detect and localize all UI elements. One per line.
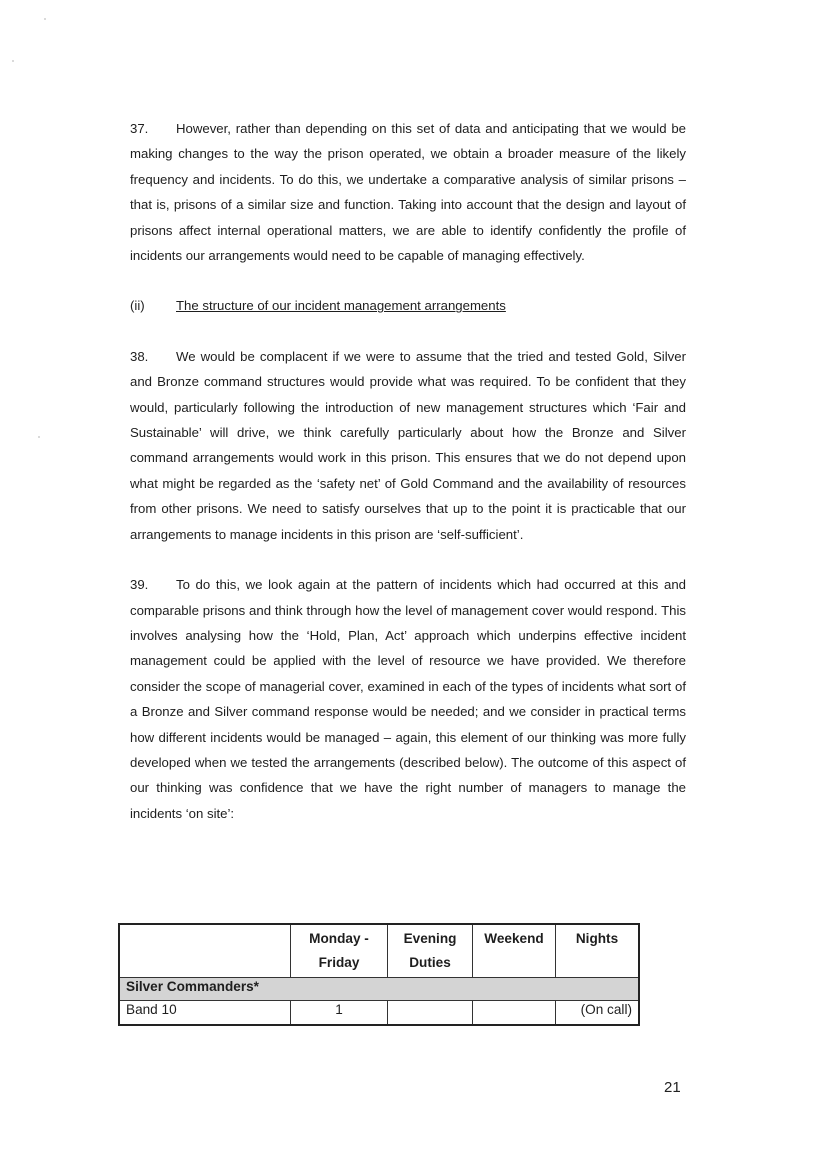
section-title: The structure of our incident management arrangements: [176, 298, 506, 314]
table-cell: [388, 1001, 473, 1026]
table-cell: Band 10: [119, 1001, 291, 1026]
table-header-evening-duties: Evening Duties: [388, 924, 473, 978]
management-cover-table: [118, 923, 640, 1026]
table-header-nights: Nights: [556, 924, 640, 978]
table-cell: (On call): [556, 1001, 640, 1026]
paragraph-text: To do this, we look again at the pattern of incidents which had occurred at this and comparable prisons and think through how the level of management cover would respond. This involves analysing how the ‘Hold, Plan, Act’ approach which underpins effective incident management could be applied with the level of resource we have provided. We therefore consider the scope of managerial cover, examined in each of the types of incidents what sort of a Bronze and Silver command response would be needed; and we consider in practical terms how different incidents would be managed – again, this element of our thinking was more fully developed when we tested the arrangements (described below). The outcome of this aspect of our thinking was confidence that we have the right number of managers to manage the incidents ‘on site’:: [130, 577, 686, 821]
table-header-blank: [119, 924, 291, 978]
page-number: 21: [664, 1079, 681, 1096]
section-label: Silver Commanders*: [119, 978, 639, 1001]
section-number: (ii): [130, 298, 145, 314]
table-cell: 1: [291, 1001, 388, 1026]
table-cell: [473, 1001, 556, 1026]
table-header-weekend: Weekend: [473, 924, 556, 978]
paragraph-number: 37.: [130, 121, 149, 136]
paragraph-37: [130, 116, 686, 268]
document-body: [130, 116, 686, 826]
paragraph-39: [130, 572, 686, 826]
paragraph-number: 39.: [130, 577, 149, 593]
table-row: [119, 1001, 639, 1026]
paragraph-38: [130, 344, 686, 547]
table-header-row: [119, 924, 639, 978]
table-header-monday-friday: Monday - Friday: [291, 924, 388, 978]
paragraph-text: We would be complacent if we were to assume that the tried and tested Gold, Silver and Bronze command structures would provide what was required. To be confident that they would, particularly following the introduction of new management structures which ‘Fair and Sustainable’ will drive, we think carefully particularly about how the Bronze and Silver command arrangements would work in this prison. This ensures that we do not depend upon what might be regarded as the ‘safety net’ of Gold Command and the availability of resources from other prisons. We need to satisfy ourselves that up to the point it is practicable that our arrangements to manage incidents in this prison are ‘self-sufficient’.: [130, 348, 686, 542]
paragraph-text: However, rather than depending on this set of data and anticipating that we would be making changes to the way the prison operated, we obtain a broader measure of the likely frequency and incidents. To do this, we undertake a comparative analysis of similar prisons – that is, prisons of a similar size and function. Taking into account that the design and layout of prisons affect internal operational matters, we are able to identify confidently the profile of incidents our arrangements would need to be capable of managing effectively.: [130, 121, 686, 264]
table-section-row: [119, 978, 639, 1001]
paragraph-number: 38.: [130, 348, 149, 364]
section-heading: [130, 293, 686, 318]
